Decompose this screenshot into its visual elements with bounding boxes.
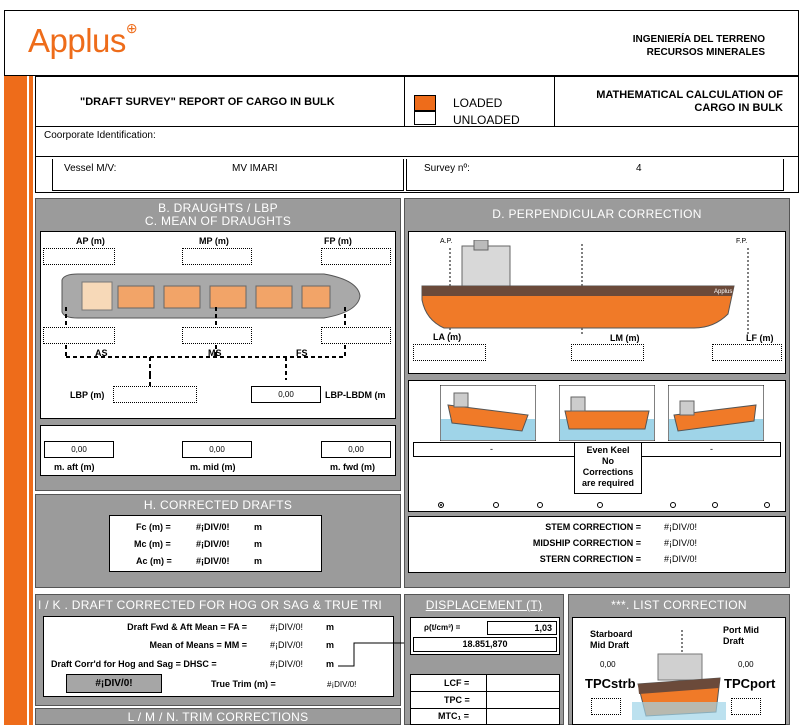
brand-text: Applus [28, 22, 126, 59]
tpc-port-input[interactable] [731, 698, 761, 715]
trim-radio-3[interactable] [537, 502, 543, 508]
midship-correction-value: #¡DIV/0! [664, 538, 698, 548]
tpc-stbd-input[interactable] [591, 698, 621, 715]
lbp-input[interactable] [113, 386, 197, 403]
dhsc-label: Draft Corr'd for Hog and Sag = DHSC = [51, 659, 217, 669]
math-calc-title: MATHEMATICAL CALCULATION OF CARGO IN BULK [596, 89, 783, 114]
dhsc-unit: m [326, 659, 335, 669]
trim-corrections-title: L / M / N. TRIM CORRECTIONS [127, 710, 309, 724]
m-aft-field[interactable]: 0,00 [44, 441, 114, 458]
starboard-label: Starboard Mid Draft [590, 629, 633, 650]
mc-value: #¡DIV/0! [196, 539, 230, 549]
trim-case-1-value: - [490, 444, 493, 454]
port-value: 0,00 [738, 660, 754, 669]
ap-mark: A.P. [440, 238, 453, 245]
m-mid-field[interactable]: 0,00 [182, 441, 252, 458]
trim-radio-4[interactable] [597, 502, 603, 508]
hog-result-field: #¡DIV/0! [66, 674, 162, 693]
port-label: Port Mid Draft [723, 625, 759, 646]
corporate-label: Coorporate Identification: [44, 130, 156, 141]
m-fwd-field[interactable]: 0,00 [321, 441, 391, 458]
fc-value: #¡DIV/0! [196, 522, 230, 532]
trim-radio-7[interactable] [764, 502, 770, 508]
unloaded-label: UNLOADED [453, 113, 520, 127]
tpc-port-label: TPCport [724, 676, 776, 691]
trim-by-stern-icon [440, 385, 536, 441]
orange-side-bar [4, 76, 27, 725]
fa-unit: m [326, 622, 335, 632]
ap-label: AP (m) [76, 236, 105, 246]
department-text [633, 33, 765, 59]
fp-mark: F.P. [736, 238, 748, 245]
even-keel-icon [559, 385, 655, 441]
true-trim-value: #¡DIV/0! [327, 680, 357, 689]
fa-value: #¡DIV/0! [270, 622, 304, 632]
trim-radio-6[interactable] [712, 502, 718, 508]
lcf-label: LCF = [444, 678, 470, 688]
as-label: AS [95, 348, 108, 358]
ms-label: MS [208, 348, 222, 358]
vessel-label: Vessel M/V: [64, 163, 117, 174]
m-mid-label: m. mid (m) [190, 462, 236, 472]
survey-value[interactable]: 4 [636, 163, 642, 174]
dept-line-1: INGENIERÍA DEL TERRENO [632, 34, 765, 45]
dhsc-value: #¡DIV/0! [270, 659, 304, 669]
m-fwd-label: m. fwd (m) [330, 462, 375, 472]
rho-field[interactable]: 1,03 [487, 621, 557, 635]
displacement-title: DISPLACEMENT (T) [425, 598, 543, 612]
fp-input[interactable] [321, 248, 391, 265]
stem-correction-value: #¡DIV/0! [664, 522, 698, 532]
lbdm-field[interactable]: 0,00 [251, 386, 321, 403]
lm-label: LM (m) [610, 333, 640, 343]
stem-correction-label: STEM CORRECTION = [545, 522, 641, 532]
mc-unit: m [254, 539, 263, 549]
orange-side-stripe [29, 76, 33, 725]
vessel-value[interactable]: MV IMARI [232, 163, 278, 174]
fs-label: FS [296, 348, 308, 358]
mp-label: MP (m) [199, 236, 229, 246]
fa-label: Draft Fwd & Aft Mean = FA = [127, 622, 247, 632]
dept-line-2: RECURSOS MINERALES [646, 47, 765, 58]
mtc-label: MTC₁ = [438, 711, 469, 721]
la-label: LA (m) [433, 332, 462, 342]
survey-label: Survey nº: [424, 163, 470, 174]
trim-by-head-icon [668, 385, 764, 441]
tpc-label: TPC = [444, 695, 470, 705]
loaded-label: LOADED [453, 96, 503, 110]
starboard-value: 0,00 [600, 660, 616, 669]
fc-label: Fc (m) = [136, 522, 171, 532]
loaded-checkbox[interactable] [414, 95, 436, 111]
list-ship-icon [632, 630, 726, 720]
fc-unit: m [254, 522, 263, 532]
ap-input[interactable] [43, 248, 115, 265]
stern-correction-value: #¡DIV/0! [664, 554, 698, 564]
trim-radio-5[interactable] [670, 502, 676, 508]
draughts-title: B. DRAUGHTS / LBP C. MEAN OF DRAUGHTS [144, 201, 292, 228]
report-title: "DRAFT SURVEY" REPORT OF CARGO IN BULK [80, 96, 335, 108]
stern-correction-label: STERN CORRECTION = [539, 554, 641, 564]
ac-value: #¡DIV/0! [196, 556, 230, 566]
trim-radio-1[interactable] [438, 502, 444, 508]
svg-text:Applus: Applus [714, 289, 733, 295]
trim-radio-2[interactable] [493, 502, 499, 508]
perpendicular-title: D. PERPENDICULAR CORRECTION [492, 207, 702, 221]
lm-input[interactable] [571, 344, 644, 361]
lbdm-label: LBP-LBDM (m [325, 390, 386, 400]
rho-label: ρ(t/cm³) = [424, 623, 461, 632]
trim-case-3-value: - [710, 444, 713, 454]
mc-label: Mc (m) = [134, 539, 171, 549]
applus-logo [28, 22, 137, 60]
mm-label: Mean of Means = MM = [149, 640, 247, 650]
lcf-tpc-box [410, 674, 560, 725]
fp-label: FP (m) [324, 236, 352, 246]
lbp-label: LBP (m) [70, 390, 105, 400]
tpc-stbd-label: TPCstrb [585, 676, 636, 691]
midship-correction-label: MIDSHIP CORRECTION = [532, 538, 641, 548]
mp-input[interactable] [182, 248, 252, 265]
plus-icon: ⊕ [125, 20, 138, 36]
la-input[interactable] [413, 344, 486, 361]
mm-unit: m [326, 640, 335, 650]
hog-sag-title: I / K . DRAFT CORRECTED FOR HOG OR SAG & TRUE TRI [38, 599, 383, 612]
ac-unit: m [254, 556, 263, 566]
even-keel-note: Even Keel No Corrections are required [574, 442, 642, 494]
list-correction-title: ***. LIST CORRECTION [611, 598, 747, 612]
corrected-drafts-title: H. CORRECTED DRAFTS [143, 498, 293, 512]
unloaded-checkbox[interactable] [414, 111, 436, 125]
ship-side-view-icon [414, 240, 784, 336]
ac-label: Ac (m) = [136, 556, 172, 566]
lf-input[interactable] [712, 344, 782, 361]
m-aft-label: m. aft (m) [54, 462, 95, 472]
displacement-value: 18.851,870 [413, 637, 557, 652]
lf-label: LF (m) [746, 333, 774, 343]
true-trim-label: True Trim (m) = [211, 679, 276, 689]
mm-value: #¡DIV/0! [270, 640, 304, 650]
